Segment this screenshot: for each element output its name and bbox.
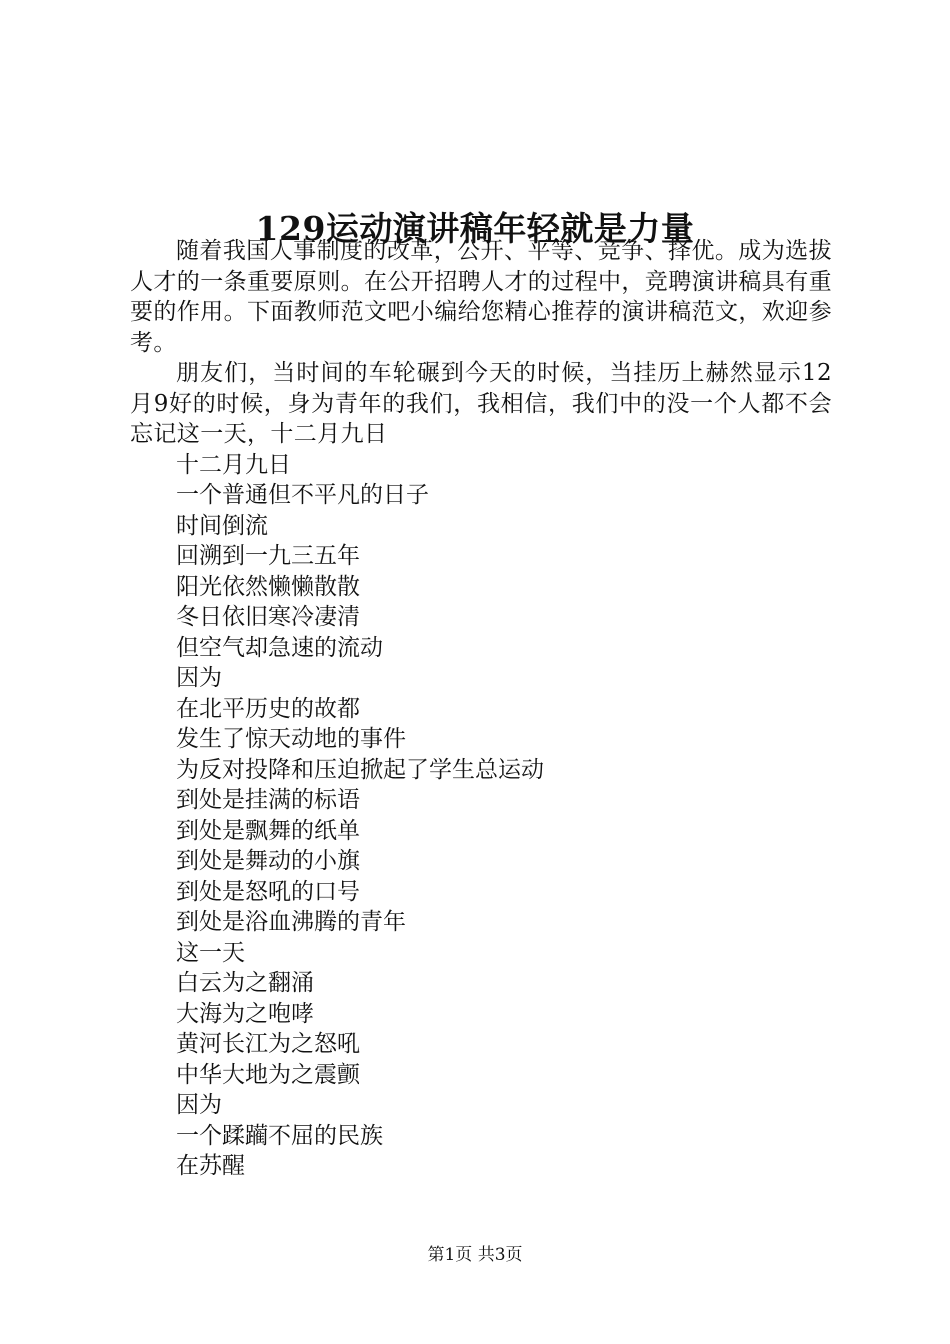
- poem-line: 冬日依旧寒冷凄清: [176, 604, 360, 630]
- poem-line: 因为: [176, 665, 222, 691]
- poem-lines: [130, 450, 832, 1182]
- poem-line: 为反对投降和压迫掀起了学生总运动: [176, 756, 544, 783]
- poem-line: 黄河长江为之怒吼: [176, 1031, 360, 1057]
- poem-line: 到处是挂满的标语: [176, 787, 360, 813]
- poem-line: 一个蹂躏不屈的民族: [176, 1122, 383, 1149]
- poem-line: 一个普通但不平凡的日子: [176, 482, 429, 508]
- poem-line: 因为: [176, 1092, 222, 1118]
- opening-paragraph: 朋友们，当时间的车轮碾到今天的时候，当挂历上赫然显示12月9好的时候，身为青年的我们，我相信，我们中的没一个人都不会忘记这一天，十二月九日: [130, 360, 832, 447]
- poem-line: 十二月九日: [176, 451, 291, 478]
- poem-line: 阳光依然懒懒散散: [176, 573, 360, 600]
- poem-line: 到处是浴血沸腾的青年: [176, 909, 406, 935]
- poem-line: 白云为之翻涌: [176, 970, 314, 996]
- intro-paragraph: 随着我国人事制度的改革，公开、平等、竞争、择优。成为选拔人才的一条重要原则。在公开招聘人才的过程中，竞聘演讲稿具有重要的作用。下面教师范文吧小编给您精心推荐的演讲稿范文，欢迎参考。: [130, 238, 832, 356]
- poem-line: 发生了惊天动地的事件: [176, 726, 406, 752]
- poem-line: 到处是舞动的小旗: [176, 848, 360, 874]
- poem-line: 但空气却急速的流动: [176, 634, 383, 661]
- poem-line: 大海为之咆哮: [176, 1000, 314, 1027]
- poem-line: 到处是怒吼的口号: [176, 878, 360, 905]
- document-body: [130, 236, 832, 1182]
- poem-line: 中华大地为之震颤: [176, 1061, 360, 1088]
- poem-line: 在北平历史的故都: [176, 695, 360, 722]
- poem-line: 这一天: [176, 939, 245, 966]
- document-title: 129运动演讲稿年轻就是力量: [255, 209, 695, 249]
- poem-line: 在苏醒: [176, 1153, 245, 1179]
- poem-line: 时间倒流: [176, 512, 268, 539]
- poem-line: 到处是飘舞的纸单: [176, 817, 360, 844]
- poem-line: 回溯到一九三五年: [176, 543, 360, 569]
- page-footer: 第1页 共3页: [427, 1245, 523, 1265]
